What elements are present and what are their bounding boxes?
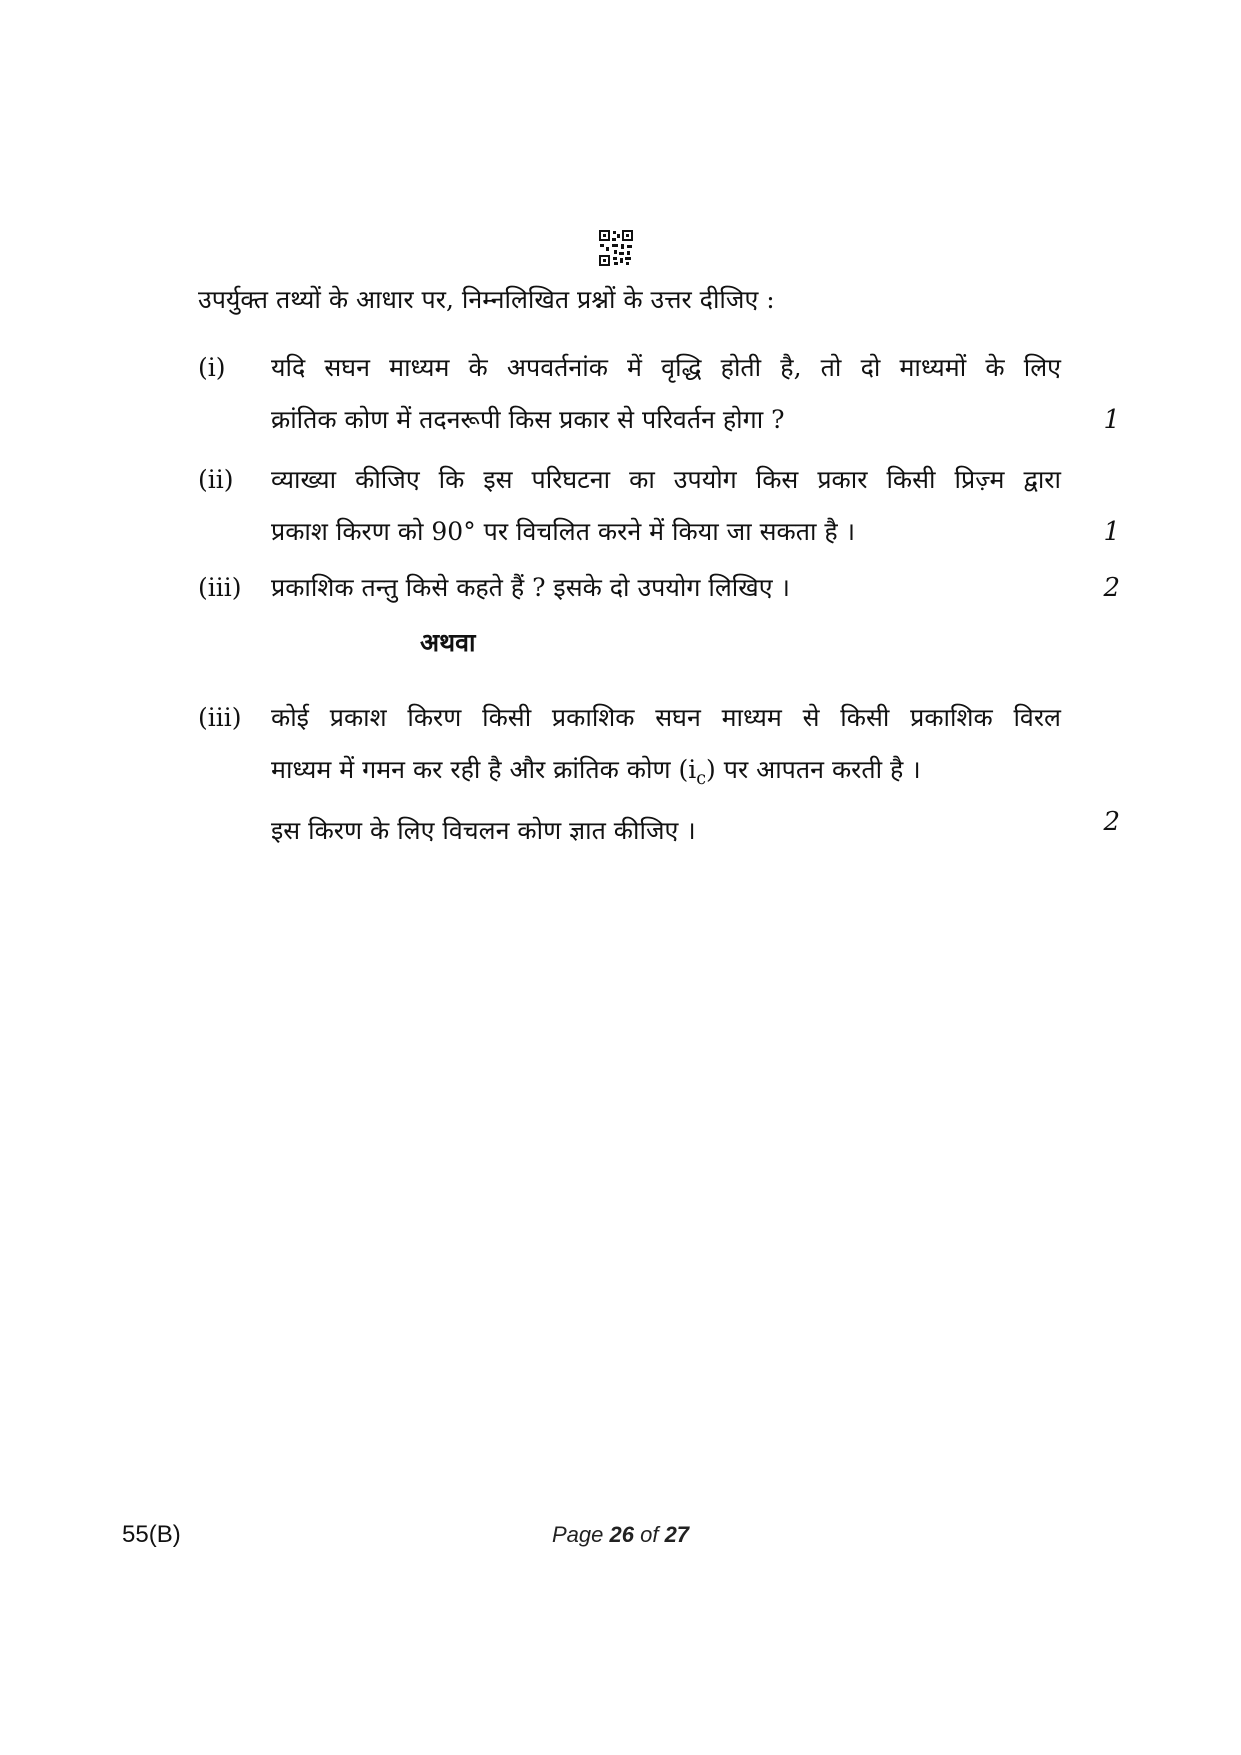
question-line: कोई प्रकाश किरण किसी प्रकाशिक सघन माध्यम से किसी प्रकाशिक विरल xyxy=(271,703,1061,732)
question-text xyxy=(271,342,1061,446)
question-line: व्याख्या कीजिए कि इस परिघटना का उपयोग किस प्रकार किसी प्रिज़्म द्वारा xyxy=(271,465,1061,494)
question-marks: 2 xyxy=(1103,573,1120,603)
question-text xyxy=(271,454,1061,558)
question-line: इस किरण के लिए विचलन कोण ज्ञात कीजिए । xyxy=(271,816,696,845)
question-marks: 1 xyxy=(1103,517,1120,547)
question-line: यदि सघन माध्यम के अपवर्तनांक में वृद्धि होती है, तो दो माध्यमों के लिए xyxy=(271,353,1061,382)
page-number: Page 26 of 27 xyxy=(551,1522,690,1547)
paper-code: 55(B) xyxy=(122,1521,181,1548)
question-marks: 2 xyxy=(1103,807,1120,837)
question-line: प्रकाशिक तन्तु किसे कहते हैं ? इसके दो उपयोग लिखिए । xyxy=(271,573,790,602)
question-number: (iii) xyxy=(198,703,242,732)
question-marks: 1 xyxy=(1103,405,1120,435)
question-line: क्रांतिक कोण में तदनरूपी किस प्रकार से परिवर्तन होगा ? xyxy=(271,405,785,434)
question-line: माध्यम में गमन कर रही है और क्रांतिक कोण $(i_c)$ पर आपतन करती है । xyxy=(271,755,921,789)
question-text xyxy=(271,562,1061,614)
question-number: (i) xyxy=(198,353,226,382)
question-number: (iii) xyxy=(198,573,242,602)
question-number: (ii) xyxy=(198,465,234,494)
qr-code-icon xyxy=(599,230,633,266)
question-line: प्रकाश किरण को 90° पर विचलित करने में किया जा सकता है । xyxy=(271,517,856,546)
instructions-text: उपर्युक्त तथ्यों के आधार पर, निम्नलिखित प्रश्नों के उत्तर दीजिए : xyxy=(198,285,775,314)
question-text xyxy=(271,692,1061,857)
or-label: अथवा xyxy=(420,628,476,657)
